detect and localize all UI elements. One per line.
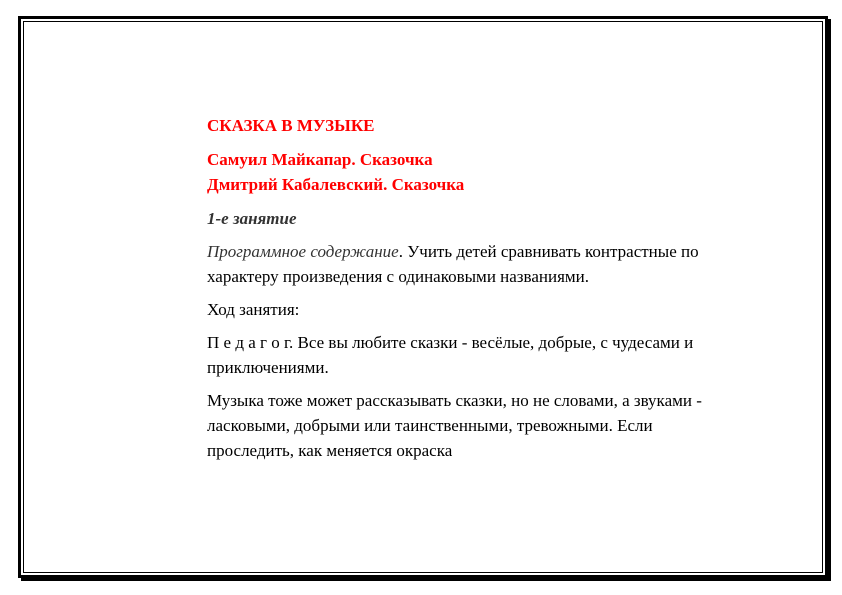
program-label: Программное содержание (207, 242, 399, 261)
course-label: Ход занятия: (207, 300, 300, 319)
document-title: СКАЗКА В МУЗЫКЕ (207, 116, 375, 135)
music-paragraph: Музыка тоже может рассказывать сказки, но не словами, а звуками - ласковыми, добрыми или таинственными, тревожными. Если проследить, как меняется окраска (207, 391, 702, 460)
teacher-paragraph: П е д а г о г. Все вы любите сказки - весёлые, добрые, с чудесами и приключениями. (207, 333, 694, 377)
composer-line-1: Самуил Майкапар. Сказочка (207, 150, 433, 169)
program-paragraph (207, 239, 727, 289)
document-body (207, 113, 727, 471)
program-text: . Учить детей сравнивать контрастные по характеру произведения с одинаковыми названиями. (207, 242, 699, 286)
lesson-heading: 1-е занятие (207, 209, 297, 228)
composer-line-2: Дмитрий Кабалевский. Сказочка (207, 175, 465, 194)
